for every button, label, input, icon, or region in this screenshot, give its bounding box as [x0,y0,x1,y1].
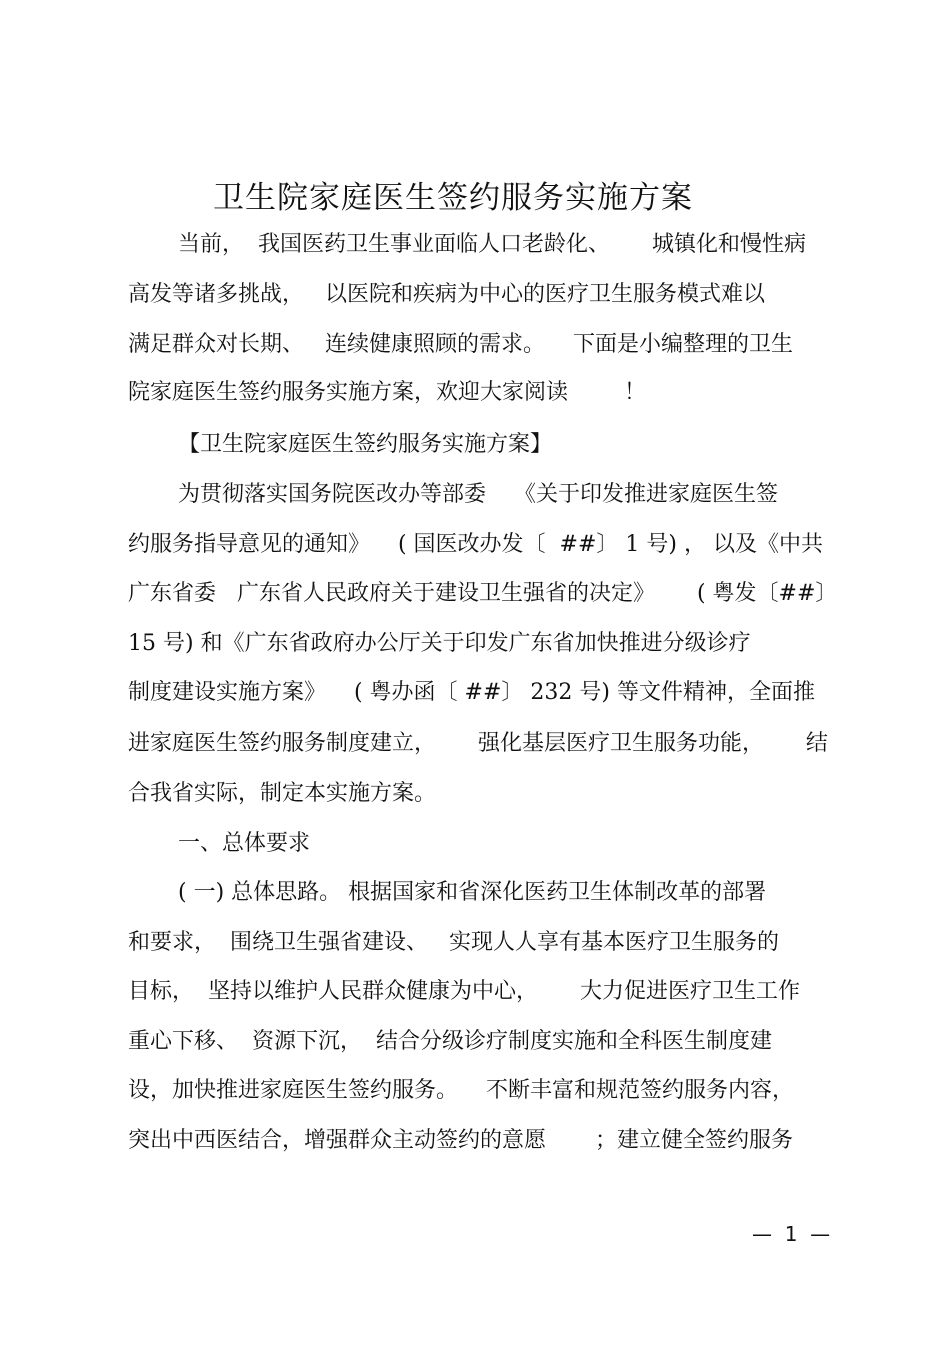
paragraph-line: 重心下移、 资源下沉， 结合分级诊疗制度实施和全科医生制度建 [128,1029,772,1054]
paragraph-line: 和要求， 围绕卫生强省建设、 实现人人享有基本医疗卫生服务的 [128,930,779,955]
paragraph-line: 突出中西医结合，增强群众主动签约的意愿 ；建立健全签约服务 [128,1128,793,1153]
paragraph-line: ( 一) 总体思路。 根据国家和省深化医药卫生体制改革的部署 [178,880,767,905]
paragraph-line: 目标， 坚持以维护人民群众健康为中心， 大力促进医疗卫生工作 [128,979,800,1004]
paragraph-line: 约服务指导意见的通知》 ( 国医改办发〔 ##〕 1 号) ， 以及《中共 [128,532,823,557]
paragraph-line: 广东省委 广东省人民政府关于建设卫生强省的决定》 ( 粤发〔##〕 [128,581,838,606]
page-number: — 1 — [752,1222,831,1246]
paragraph-line: 当前， 我国医药卫生事业面临人口老龄化、 城镇化和慢性病 [178,232,806,257]
paragraph-line: 院家庭医生签约服务实施方案，欢迎大家阅读 ！ [128,380,646,405]
paragraph-line: 设，加快推进家庭医生签约服务。 不断丰富和规范签约服务内容， [128,1078,794,1103]
paragraph-line: 制度建设实施方案》 ( 粤办函〔 ##〕 232 号) 等文件精神，全面推 [128,680,815,705]
section-heading: 【卫生院家庭医生签约服务实施方案】 [178,432,553,457]
document-title: 卫生院家庭医生签约服务实施方案 [213,180,693,216]
paragraph-line: 为贯彻落实国务院医改办等部委 《关于印发推进家庭医生签 [178,482,778,507]
paragraph-line: 合我省实际，制定本实施方案。 [128,781,437,806]
paragraph-line: 满足群众对长期、 连续健康照顾的需求。 下面是小编整理的卫生 [128,332,793,357]
paragraph-line: 进家庭医生签约服务制度建立， 强化基层医疗卫生服务功能， 结 [128,731,828,756]
section-heading: 一、总体要求 [178,831,311,856]
paragraph-line: 15 号) 和《广东省政府办公厅关于印发广东省加快推进分级诊疗 [128,631,751,656]
paragraph-line: 高发等诸多挑战， 以医院和疾病为中心的医疗卫生服务模式难以 [128,282,765,307]
